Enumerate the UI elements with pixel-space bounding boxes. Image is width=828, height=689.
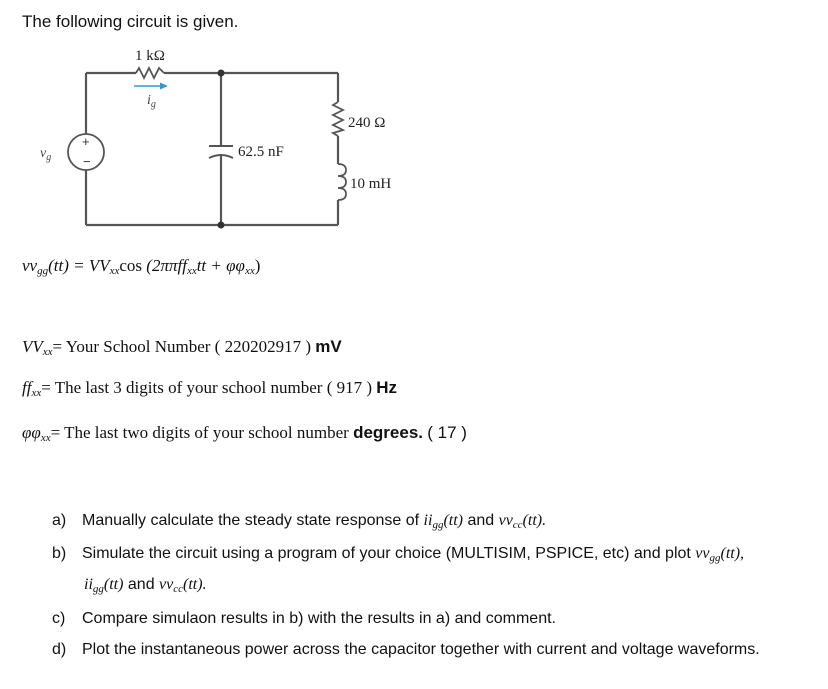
question-d: d) Plot the instantaneous power across the capacitor together with current and voltage waveforms. (52, 641, 760, 658)
question-c: c) Compare simulaon results in b) with the results in a) and comment. (52, 610, 556, 627)
resistor-1k (136, 68, 164, 78)
definition-phase: φφxx= The last two digits of your school number degrees. ( 17 ) (22, 423, 467, 444)
source-minus-sign: − (83, 154, 91, 169)
source-label: $v_g$ (40, 146, 52, 163)
current-label: $i_g$ (147, 93, 156, 110)
question-b: b) Simulate the circuit using a program of your choice (MULTISIM, PSPICE, etc) and plot vvgg(tt), (52, 545, 745, 564)
resistor-240 (333, 102, 343, 136)
current-arrow-head (160, 83, 168, 90)
definition-amplitude: VVxx= Your School Number ( 220202917 ) mV (22, 337, 342, 358)
capacitor-label: 62.5 nF (238, 144, 284, 160)
intro-text: The following circuit is given. (22, 12, 239, 31)
question-b-continued: iigg(tt) and vvcc(tt). (84, 576, 207, 595)
junction-dot-top (218, 70, 225, 77)
source-equation: vvgg(tt) = VVxxcos (2ππffxxtt + φφxx) (22, 256, 261, 277)
junction-dot-bottom (218, 222, 225, 229)
resistor-240-label: 240 Ω (348, 115, 386, 131)
inductor-label: 10 mH (350, 176, 392, 192)
inductor-10mh (338, 164, 346, 200)
definition-frequency: ffxx= The last 3 digits of your school number ( 917 ) Hz (22, 378, 398, 399)
resistor-1k-label: 1 kΩ (135, 48, 165, 64)
circuit-wires (86, 73, 338, 225)
circuit-diagram (0, 40, 430, 240)
source-plus-sign: + (82, 134, 90, 149)
question-a: a) Manually calculate the steady state response of iigg(tt) and vvcc(tt). (52, 512, 547, 531)
